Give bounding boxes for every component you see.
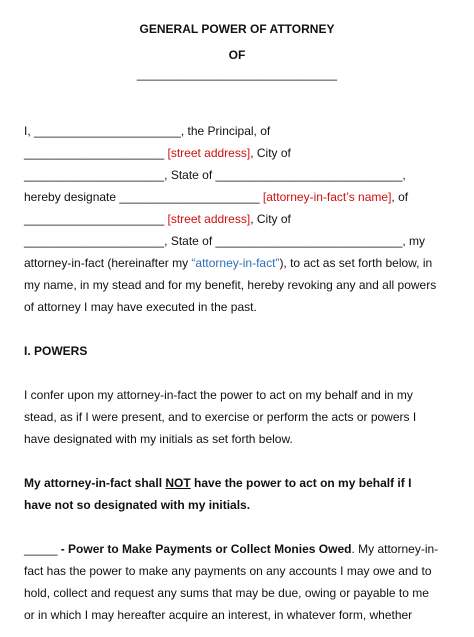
text-span: ,	[402, 168, 406, 182]
state-blank: ____________________________	[215, 234, 403, 248]
text-span: hereby designate	[24, 190, 120, 204]
text-span: .	[351, 542, 355, 556]
designate-line	[24, 190, 408, 204]
text-span: My attorney-in-	[354, 542, 439, 556]
attorney-address-line	[24, 212, 291, 226]
address-blank: _____________________	[24, 146, 168, 160]
paragraph-line: stead, as if I were present, and to exercise or perform the acts or powers I	[24, 410, 417, 424]
bold-notice-line	[24, 476, 411, 490]
text-span: have the power to act on my behalf if I	[190, 476, 412, 490]
text-span: , City of	[250, 212, 291, 226]
street-address-placeholder: [street address]	[167, 212, 251, 226]
paragraph-line: fact has the power to make any payments on any accounts I may owe and to	[24, 564, 432, 578]
text-span: I,	[24, 124, 35, 138]
text-span: ), to act as set forth below, in	[279, 256, 433, 270]
section-heading: I. POWERS	[24, 344, 88, 358]
power-title: - Power to Make Payments or Collect Monies Owed	[57, 542, 352, 556]
text-span: attorney-in-fact (hereinafter my	[24, 256, 192, 270]
text-span: _____________________, State of	[24, 234, 216, 248]
attorney-in-fact-term: “attorney-in-fact”	[191, 256, 280, 270]
paragraph-line: my name, in my stead and for my benefit, hereby revoking any and all powers	[24, 278, 437, 292]
not-emphasis: NOT	[165, 476, 191, 490]
principal-blank: ______________________	[34, 124, 181, 138]
principal-name-blank: ______________________________	[136, 67, 338, 81]
hereinafter-line	[24, 256, 432, 270]
paragraph-line: have designated with my initials as set forth below.	[24, 432, 293, 446]
document-title-of: OF	[228, 48, 246, 62]
document-title: GENERAL POWER OF ATTORNEY	[139, 22, 335, 36]
paragraph-line: hold, collect and request any sums that may be due, owing or payable to me	[24, 586, 429, 600]
principal-address-line	[24, 146, 291, 160]
initials-blank: _____	[24, 542, 58, 556]
power-clause-line	[24, 542, 438, 556]
attorney-blank: _____________________	[119, 190, 260, 204]
text-span: My attorney-in-fact shall	[24, 476, 166, 490]
principal-state-line	[24, 168, 406, 182]
paragraph-line: I confer upon my attorney-in-fact the power to act on my behalf and in my	[24, 388, 413, 402]
paragraph-line: of attorney I may have executed in the past.	[24, 300, 257, 314]
attorney-name-placeholder: [attorney-in-fact’s name]	[259, 190, 392, 204]
text-span: , the Principal, of	[180, 124, 271, 138]
principal-line	[24, 124, 270, 138]
text-span: , my	[402, 234, 426, 248]
text-span: _____________________, State of	[24, 168, 216, 182]
attorney-state-line	[24, 234, 425, 248]
text-span: , City of	[250, 146, 291, 160]
bold-notice-line: have not so designated with my initials.	[24, 498, 251, 512]
text-span: , of	[391, 190, 409, 204]
street-address-placeholder: [street address]	[167, 146, 251, 160]
paragraph-line: or in which I may hereafter acquire an interest, in whatever form, whether	[24, 608, 413, 622]
address-blank: _____________________	[24, 212, 168, 226]
state-blank: ____________________________	[215, 168, 403, 182]
